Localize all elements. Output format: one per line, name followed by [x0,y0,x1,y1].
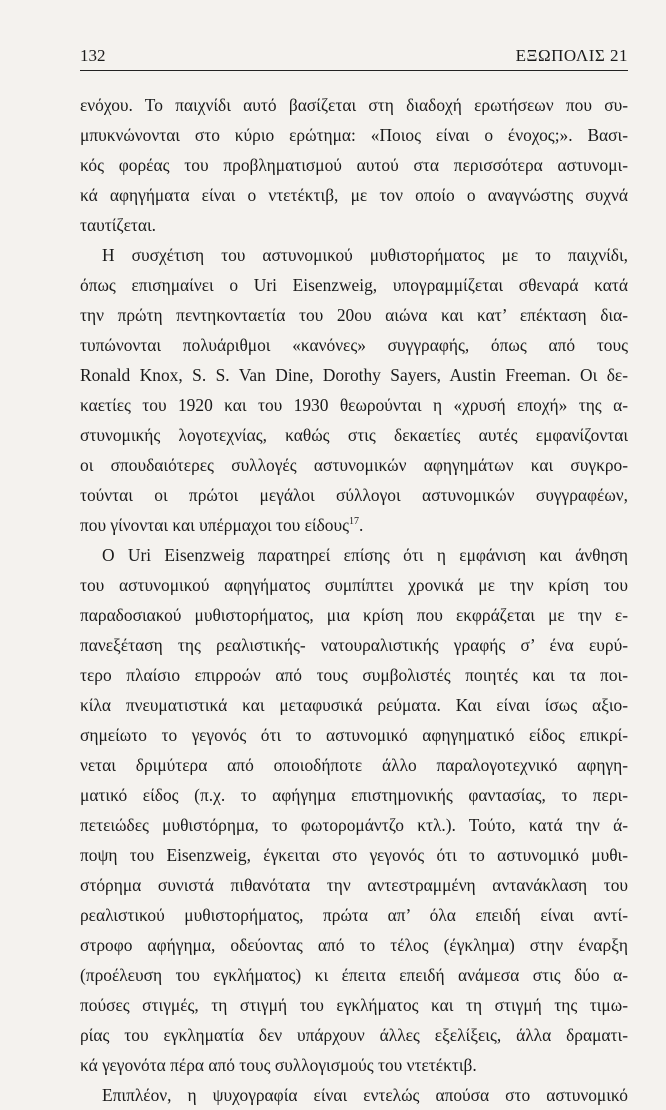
line-text: νεται δριμύτερα από οποιοδήποτε άλλο παραλογοτεχνικό αφηγη- [80,755,628,775]
text-line [80,210,628,240]
header-rule [80,70,628,71]
line-text: στυνομικής λογοτεχνίας, καθώς στις δεκαετίες αυτές εμφανίζονται [80,425,628,445]
line-text: στροφο αφήγημα, οδεύοντας από το τέλος (έγκλημα) στην έναρξη [80,935,628,955]
line-text: σημείωτο το γεγονός ότι το αστυνομικό αφηγηματικό είδος επικρί- [80,725,628,745]
line-text-after: . [358,515,364,535]
line-text: τούνται οι πρώτοι μεγάλοι σύλλογοι αστυνομικών συγγραφέων, [80,485,628,505]
line-text: τυπώνονται πολυάριθμοι «κανόνες» συγγραφής, όπως από τους [80,335,628,355]
line-text: τερο πλαίσιο επιρροών από τους συμβολιστές ποιητές και τα ποι- [80,665,628,685]
text-line [80,780,628,810]
text-line [80,480,628,510]
text-line [80,120,628,150]
text-line [80,1050,628,1080]
line-text: κίλα πνευματιστικά και μεταφυσικά ρεύματα. Και είναι ίσως αξιο- [80,695,628,715]
line-text: Ronald Knox, S. S. Van Dine, Dorothy Sayers, Austin Freeman. Οι δε- [80,365,628,385]
text-line [80,180,628,210]
running-head: ΕΞΩΠΟΛΙΣ 21 [515,46,628,65]
text-line [80,690,628,720]
text-line [80,960,628,990]
text-line [80,510,628,540]
text-line [80,240,628,270]
line-text: ενόχου. Το παιχνίδι αυτό βασίζεται στη διαδοχή ερωτήσεων που συ- [80,95,628,115]
text-line [80,900,628,930]
text-line [80,660,628,690]
line-text: καετίες του 1920 και του 1930 θεωρούνται η «χρυσή εποχή» της α- [80,395,628,415]
line-text: ματικό είδος (π.χ. το αφήγημα επιστημονικής φαντασίας, το περι- [80,785,628,805]
text-line [80,300,628,330]
page-header [80,46,628,68]
line-text: Ο Uri Eisenzweig παρατηρεί επίσης ότι η εμφάνιση και άνθηση [102,545,628,565]
line-text: που γίνονται και υπέρμαχοι του είδους [80,515,349,535]
text-line [80,630,628,660]
text-line [80,390,628,420]
text-line [80,90,628,120]
text-line [80,810,628,840]
text-line [80,990,628,1020]
line-text: πανεξέταση της ρεαλιστικής- νατουραλιστικής γραφής σ’ ένα ευρύ- [80,635,628,655]
line-text: όπως επισημαίνει ο Uri Eisenzweig, υπογραμμίζεται σθεναρά κατά [80,275,628,295]
line-text: παραδοσιακού μυθιστορήματος, μια κρίση που εκφράζεται με την ε- [80,605,628,625]
text-line [80,600,628,630]
text-line [80,150,628,180]
line-text: ταυτίζεται. [80,215,157,235]
line-text: κά γεγονότα πέρα από τους συλλογισμούς του ντετέκτιβ. [80,1055,477,1075]
text-line [80,1020,628,1050]
line-text: την πρώτη πεντηκονταετία του 20ου αιώνα και κατ’ επέκταση δια- [80,305,628,325]
body-text [80,90,628,1110]
text-line [80,750,628,780]
line-text: (προέλευση του εγκλήματος) κι έπειτα επειδή ανάμεσα στις δύο α- [80,965,628,985]
text-line [80,870,628,900]
text-line [80,840,628,870]
line-text: πετειώδες μυθιστόρημα, το φωτορομάντζο κτλ.). Τούτο, κατά την ά- [80,815,628,835]
text-line [80,270,628,300]
line-text: ρίας του εγκληματία δεν υπάρχουν άλλες εξελίξεις, άλλα δραματι- [80,1025,628,1045]
text-line [80,570,628,600]
text-line [80,330,628,360]
text-line [80,1080,628,1110]
text-line [80,360,628,390]
text-line [80,420,628,450]
text-line [80,450,628,480]
line-text: οι σπουδαιότερες συλλογές αστυνομικών αφηγημάτων και συγκρο- [80,455,628,475]
line-text: ποψη του Eisenzweig, έγκειται στο γεγονός ότι το αστυνομικό μυθι- [80,845,628,865]
line-text: Επιπλέον, η ψυχογραφία είναι εντελώς απούσα στο αστυνομικό [102,1085,628,1105]
line-text: ρεαλιστικού μυθιστορήματος, πρώτα απ’ όλα επειδή είναι αντί- [80,905,628,925]
line-text: του αστυνομικού αφηγήματος συμπίπτει χρονικά με την κρίση του [80,575,628,595]
line-text: πούσες στιγμές, τη στιγμή του εγκλήματος και τη στιγμή της τιμω- [80,995,628,1015]
text-line [80,720,628,750]
line-text: κά αφηγήματα είναι ο ντετέκτιβ, με τον οποίο ο αναγνώστης συχνά [80,185,628,205]
line-text: μπυκνώνονται στο κύριο ερώτημα: «Ποιος είναι ο ένοχος;». Βασι- [80,125,628,145]
line-text: κός φορέας του προβληματισμού αυτού στα περισσότερα αστυνομι- [80,155,628,175]
page-number: 132 [80,46,106,65]
line-text: στόρημα συνιστά πιθανότατα την αντεστραμμένη αντανάκλαση του [80,875,628,895]
line-text: Η συσχέτιση του αστυνομικού μυθιστορήματος με το παιχνίδι, [102,245,628,265]
text-line [80,540,628,570]
footnote-marker[interactable]: 17 [348,516,359,528]
text-line [80,930,628,960]
